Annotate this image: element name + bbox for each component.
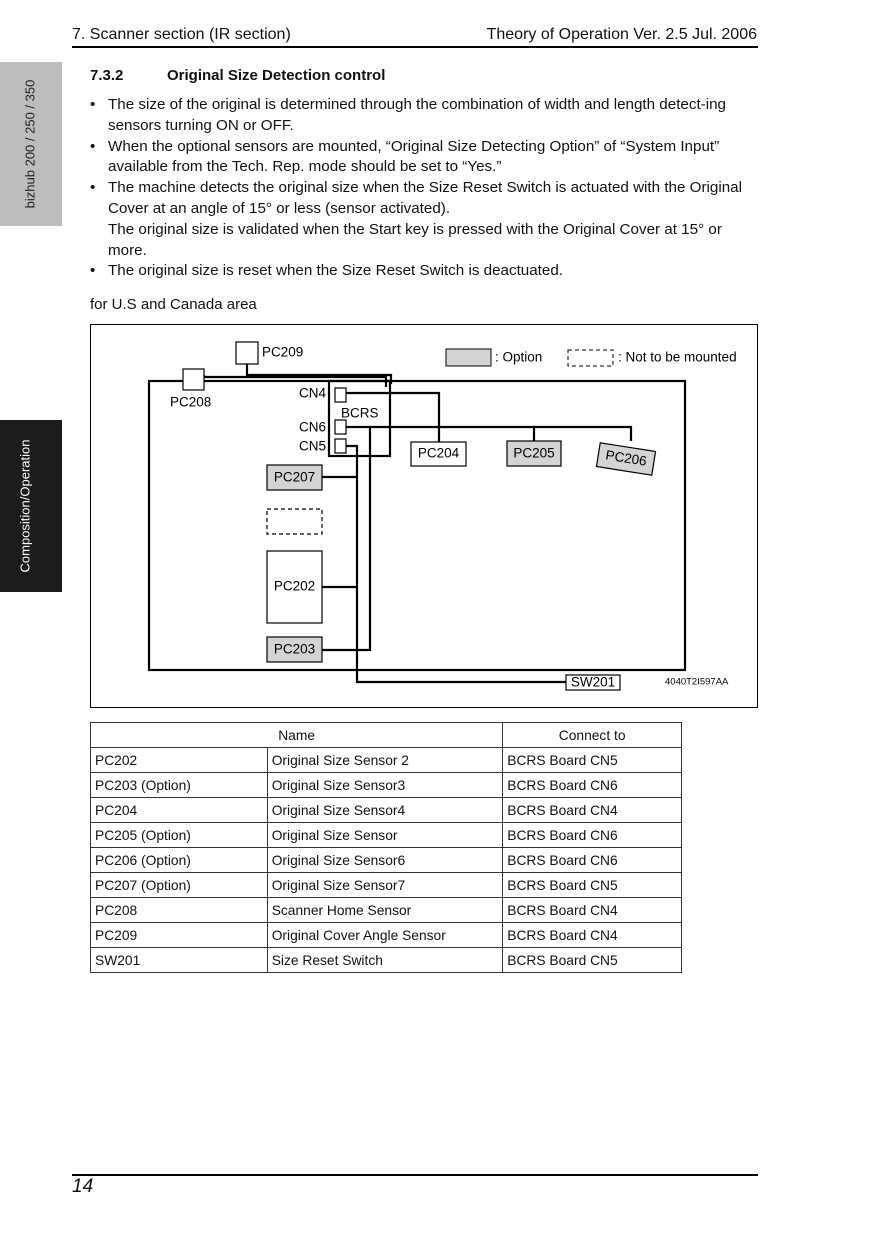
bullet-text: The machine detects the original size when the Size Reset Switch is actuated with the Original Cover at an angle of 15° or less (sensor activated). [108,179,742,217]
pc203-label: PC203 [273,641,316,657]
table-header-row [91,723,682,748]
footer-rule [72,1174,758,1176]
model-side-tab[interactable] [0,62,62,226]
running-header-version: Theory of Operation Ver. 2.5 Jul. 2006 [486,26,757,43]
cn5-connector [335,439,346,453]
cell-connect: BCRS Board CN6 [503,823,682,848]
header-rule [72,46,758,48]
cell-code: SW201 [91,948,268,973]
cell-name: Original Size Sensor6 [267,848,503,873]
cell-code: PC207 (Option) [91,873,268,898]
wire-cn5-sw201 [346,446,568,682]
legend-option-label: : Option [495,349,543,365]
wire-cn6-pc206 [534,427,631,441]
cn5-label: CN5 [298,438,326,454]
table-row [91,898,682,923]
legend-option-swatch [446,349,491,366]
pc207-label: PC207 [273,469,316,485]
pc209-sensor [236,342,258,364]
table-row [91,848,682,873]
table-row [91,748,682,773]
cell-name: Original Size Sensor7 [267,873,503,898]
page-number: 14 [72,1176,94,1197]
wiring [204,364,631,682]
cell-name: Original Cover Angle Sensor [267,923,503,948]
cell-connect: BCRS Board CN4 [503,798,682,823]
not-mounted-sensor-placeholder [267,509,322,534]
cell-code: PC209 [91,923,268,948]
pc205-label: PC205 [513,445,555,461]
legend-not-mounted-label: : Not to be mounted [618,349,737,365]
cn4-connector [335,388,346,402]
cell-name: Size Reset Switch [267,948,503,973]
table-row [91,773,682,798]
table-row [91,873,682,898]
bullet-continuation: The original size is validated when the Start key is pressed with the Original Cover at 15° or more. [108,220,722,259]
cell-name: Original Size Sensor4 [267,798,503,823]
table-row [91,948,682,973]
section-side-tab[interactable] [0,420,62,592]
cell-connect: BCRS Board CN5 [503,748,682,773]
cell-connect: BCRS Board CN6 [503,773,682,798]
bullet-item [90,178,762,261]
bullet-list [90,95,762,282]
section-side-tab-label: Composition/Operation [17,439,33,573]
header-name: Name [91,723,503,748]
pc208-label: PC208 [170,394,212,410]
sw201-label: SW201 [570,674,616,690]
table-row [91,823,682,848]
cell-connect: BCRS Board CN4 [503,923,682,948]
cell-connect: BCRS Board CN4 [503,898,682,923]
header-connect-to: Connect to [503,723,682,748]
model-side-tab-label: bizhub 200 / 250 / 350 [22,79,38,209]
bullet-item: • The size of the original is determined through the combination of width and length detect-ing sensors turning ON or OFF. [90,95,762,137]
cell-code: PC206 (Option) [91,848,268,873]
area-label: for U.S and Canada area [90,296,257,313]
cn4-label: CN4 [298,385,326,401]
sensor-connection-table [90,722,682,973]
running-header-section: 7. Scanner section (IR section) [72,26,291,43]
scanner-frame [149,381,685,670]
pc206-label: PC206 [604,447,648,469]
cell-code: PC203 (Option) [91,773,268,798]
bcrs-label: BCRS [341,405,379,421]
cell-name: Original Size Sensor3 [267,773,503,798]
bullet-item: • The original size is reset when the Size Reset Switch is deactuated. [90,261,762,282]
wire-pc203 [322,427,370,650]
table-row [91,923,682,948]
cell-code: PC202 [91,748,268,773]
legend-not-mounted-swatch [568,350,613,366]
cell-connect: BCRS Board CN5 [503,948,682,973]
cell-name: Original Size Sensor [267,823,503,848]
pc208-sensor [183,369,204,390]
section-title: Original Size Detection control [167,67,386,84]
pc209-label: PC209 [262,344,304,360]
cn6-label: CN6 [298,419,326,435]
pc206-group [596,443,655,475]
cell-code: PC205 (Option) [91,823,268,848]
bullet-item: • When the optional sensors are mounted, “Original Size Detecting Option” of “System Input” available from the Tech. Rep. mode should be set to “Yes.” [90,137,762,179]
cell-connect: BCRS Board CN6 [503,848,682,873]
cell-code: PC208 [91,898,268,923]
cell-name: Original Size Sensor 2 [267,748,503,773]
cell-connect: BCRS Board CN5 [503,873,682,898]
cell-name: Scanner Home Sensor [267,898,503,923]
section-number: 7.3.2 [90,67,124,84]
cell-code: PC204 [91,798,268,823]
table-row [91,798,682,823]
pc202-label: PC202 [273,578,316,594]
figure-code: 4040T2I597AA [665,676,729,688]
cn6-connector [335,420,346,434]
pc204-label: PC204 [417,445,460,461]
sensor-layout-diagram [90,324,758,708]
